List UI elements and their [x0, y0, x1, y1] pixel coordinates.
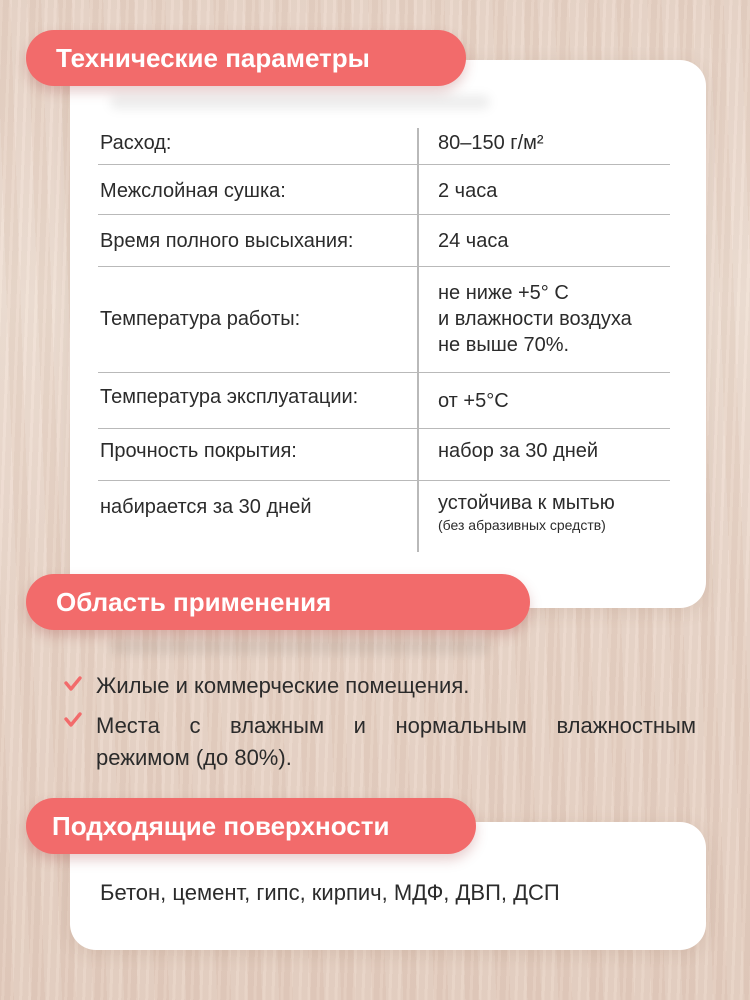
row-label: Температура работы: — [100, 308, 301, 330]
row-label: Время полного высыхания: — [100, 230, 354, 252]
row-value-note: (без абразивных средств) — [438, 517, 606, 533]
row-value: 80–150 г/м² — [438, 132, 544, 154]
row-value: набор за 30 дней — [438, 440, 599, 462]
row-label: набирается за 30 дней — [100, 496, 312, 518]
row-label: Расход: — [100, 132, 172, 154]
table-row — [98, 372, 670, 429]
title-shadow — [110, 640, 490, 654]
table-row — [98, 480, 670, 552]
table-row — [98, 428, 670, 481]
table-row — [98, 114, 670, 165]
surfaces-text: Бетон, цемент, гипс, кирпич, МДФ, ДВП, ДСП — [100, 880, 560, 905]
row-value — [438, 280, 678, 358]
checkmark-icon — [64, 712, 82, 728]
row-value-main: устойчива к мытью — [438, 492, 615, 514]
application-item-line: режимом (до 80%). — [96, 745, 292, 770]
application-item: Жилые и коммерческие помещения. — [96, 673, 470, 698]
checkmark-icon — [64, 676, 82, 692]
surfaces-title — [26, 798, 476, 854]
surfaces-title-text: Подходящие поверхности — [52, 810, 390, 841]
row-value: 2 часа — [438, 180, 498, 202]
row-label: Температура эксплуатации: — [100, 386, 359, 408]
row-value: 24 часа — [438, 230, 509, 252]
title-shadow — [110, 95, 490, 109]
row-value — [438, 490, 678, 534]
table-row — [98, 214, 670, 267]
row-value-line: и влажности воздуха — [438, 308, 632, 330]
application-title-text: Область применения — [56, 586, 332, 617]
tech-params-title — [26, 30, 466, 86]
application-title — [26, 574, 530, 630]
row-value: от +5°С — [438, 390, 509, 412]
application-item — [96, 710, 696, 774]
row-label: Межслойная сушка: — [100, 180, 286, 202]
application-item-line: Места с влажным и нормальным влажностным — [96, 713, 696, 738]
tech-params-title-text: Технические параметры — [56, 42, 370, 73]
table-row — [98, 266, 670, 373]
row-value-line: не ниже +5° С — [438, 282, 569, 304]
table-row — [98, 164, 670, 215]
row-value-line: не выше 70%. — [438, 334, 570, 356]
row-label: Прочность покрытия: — [100, 440, 297, 462]
